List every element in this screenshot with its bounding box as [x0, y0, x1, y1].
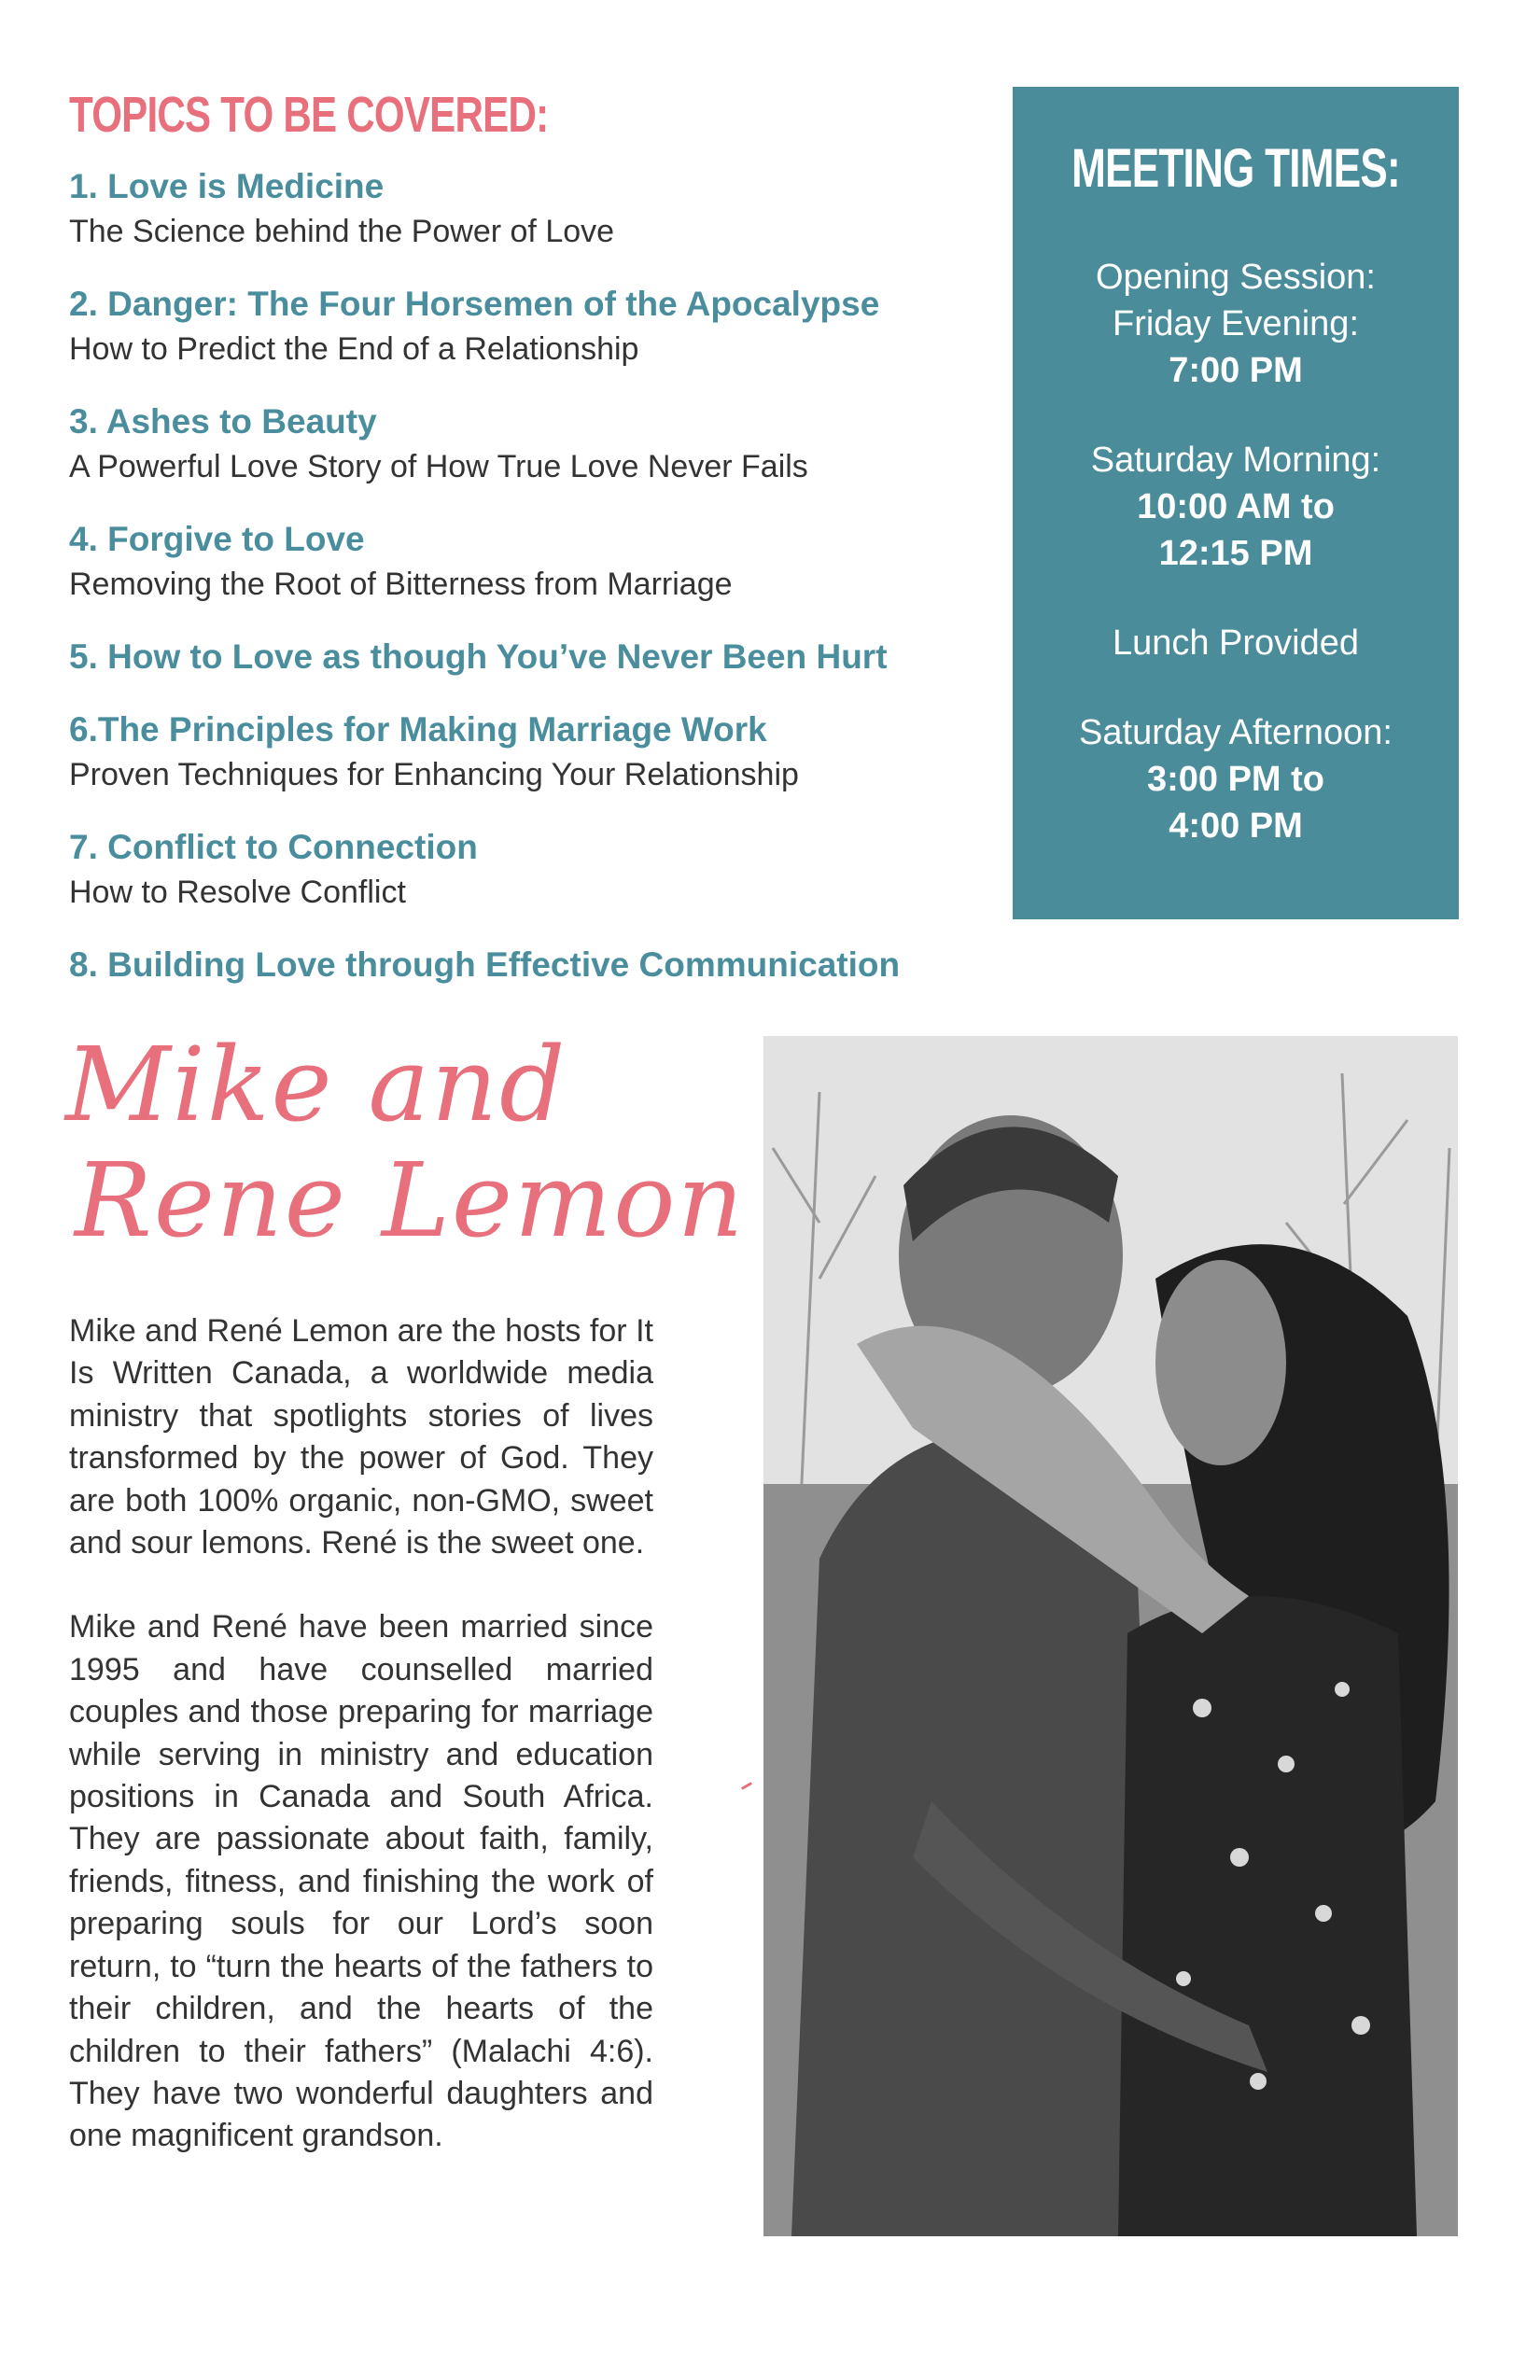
lunch-provided-label: Lunch Provided — [1112, 623, 1360, 663]
decorative-mark — [741, 1782, 752, 1790]
topic-title: 2. Danger: The Four Horsemen of the Apocalypse — [69, 285, 880, 323]
topic-item — [69, 164, 984, 254]
topic-subtitle: How to Resolve Conflict — [69, 875, 406, 910]
topic-title: 8. Building Love through Effective Communication — [69, 945, 901, 984]
friday-evening-label: Friday Evening: — [1112, 304, 1359, 343]
topic-item — [69, 517, 984, 607]
bio-paragraph-2: Mike and René have been married since 1995 and have counselled married couples and those preparing for marriage while serving in ministry and education positions in Canada and South Africa. They are passionate about faith, family, friends, fitness, and finishing the work of preparing souls for our Lord’s soon return, to “turn the hearts of the fathers to their children, and the hearts of the children to their fathers” (Malachi 4:6). They have two wonderful daughters and one magnificent grandson. — [69, 1609, 653, 2154]
saturday-afternoon-time-start: 3:00 PM to — [1146, 760, 1325, 799]
topic-item — [69, 282, 984, 371]
couple-photo — [763, 1036, 1458, 2236]
topic-subtitle: The Science behind the Power of Love — [69, 214, 615, 249]
topic-title: 4. Forgive to Love — [69, 520, 365, 558]
saturday-morning-time-end: 12:15 PM — [1158, 534, 1313, 573]
topic-item — [69, 943, 984, 987]
saturday-morning-block — [1013, 437, 1459, 577]
saturday-afternoon-label: Saturday Afternoon: — [1079, 713, 1393, 752]
bio-paragraph-1: Mike and René Lemon are the hosts for It Is Written Canada, a worldwide media ministry that spotlights stories of lives transformed by the power of God. They are both 100% organic, non-GMO, sweet and sour lemons. René is the sweet one. — [69, 1313, 653, 1561]
topic-item — [69, 399, 984, 489]
topic-title: 3. Ashes to Beauty — [69, 402, 377, 441]
topic-title: 5. How to Love as though You’ve Never Been Hurt — [69, 637, 888, 676]
topic-item — [69, 635, 984, 679]
meeting-times-heading: MEETING TIMES: — [1071, 138, 1400, 199]
topic-subtitle: How to Predict the End of a Relationship — [69, 331, 639, 367]
topic-item — [69, 825, 984, 915]
topic-item — [69, 707, 984, 797]
lunch-block — [1013, 620, 1459, 666]
hosts-script-title — [65, 1027, 745, 1258]
hosts-script-line-1: Mike and — [65, 1025, 567, 1144]
hosts-script-line-2: Rene Lemon — [75, 1141, 746, 1260]
topic-subtitle: Removing the Root of Bitterness from Marriage — [69, 567, 733, 602]
topic-subtitle: Proven Techniques for Enhancing Your Relationship — [69, 757, 799, 792]
hosts-bio — [69, 1310, 653, 2200]
topic-title: 6.The Principles for Making Marriage Work — [69, 710, 767, 749]
topics-list — [69, 164, 984, 1015]
topics-heading: TOPICS TO BE COVERED: — [69, 87, 549, 143]
saturday-afternoon-block — [1013, 709, 1459, 849]
saturday-morning-time-start: 10:00 AM to — [1137, 487, 1335, 526]
friday-evening-time: 7:00 PM — [1169, 351, 1303, 390]
topic-title: 7. Conflict to Connection — [69, 828, 478, 866]
opening-session-block — [1013, 254, 1459, 394]
couple-photo-illustration — [763, 1036, 1458, 2236]
saturday-afternoon-time-end: 4:00 PM — [1169, 806, 1303, 846]
opening-session-label: Opening Session: — [1096, 258, 1376, 297]
meeting-times-box — [1013, 87, 1459, 919]
saturday-morning-label: Saturday Morning: — [1090, 441, 1381, 480]
topic-title: 1. Love is Medicine — [69, 167, 385, 205]
topic-subtitle: A Powerful Love Story of How True Love Never Fails — [69, 449, 808, 484]
